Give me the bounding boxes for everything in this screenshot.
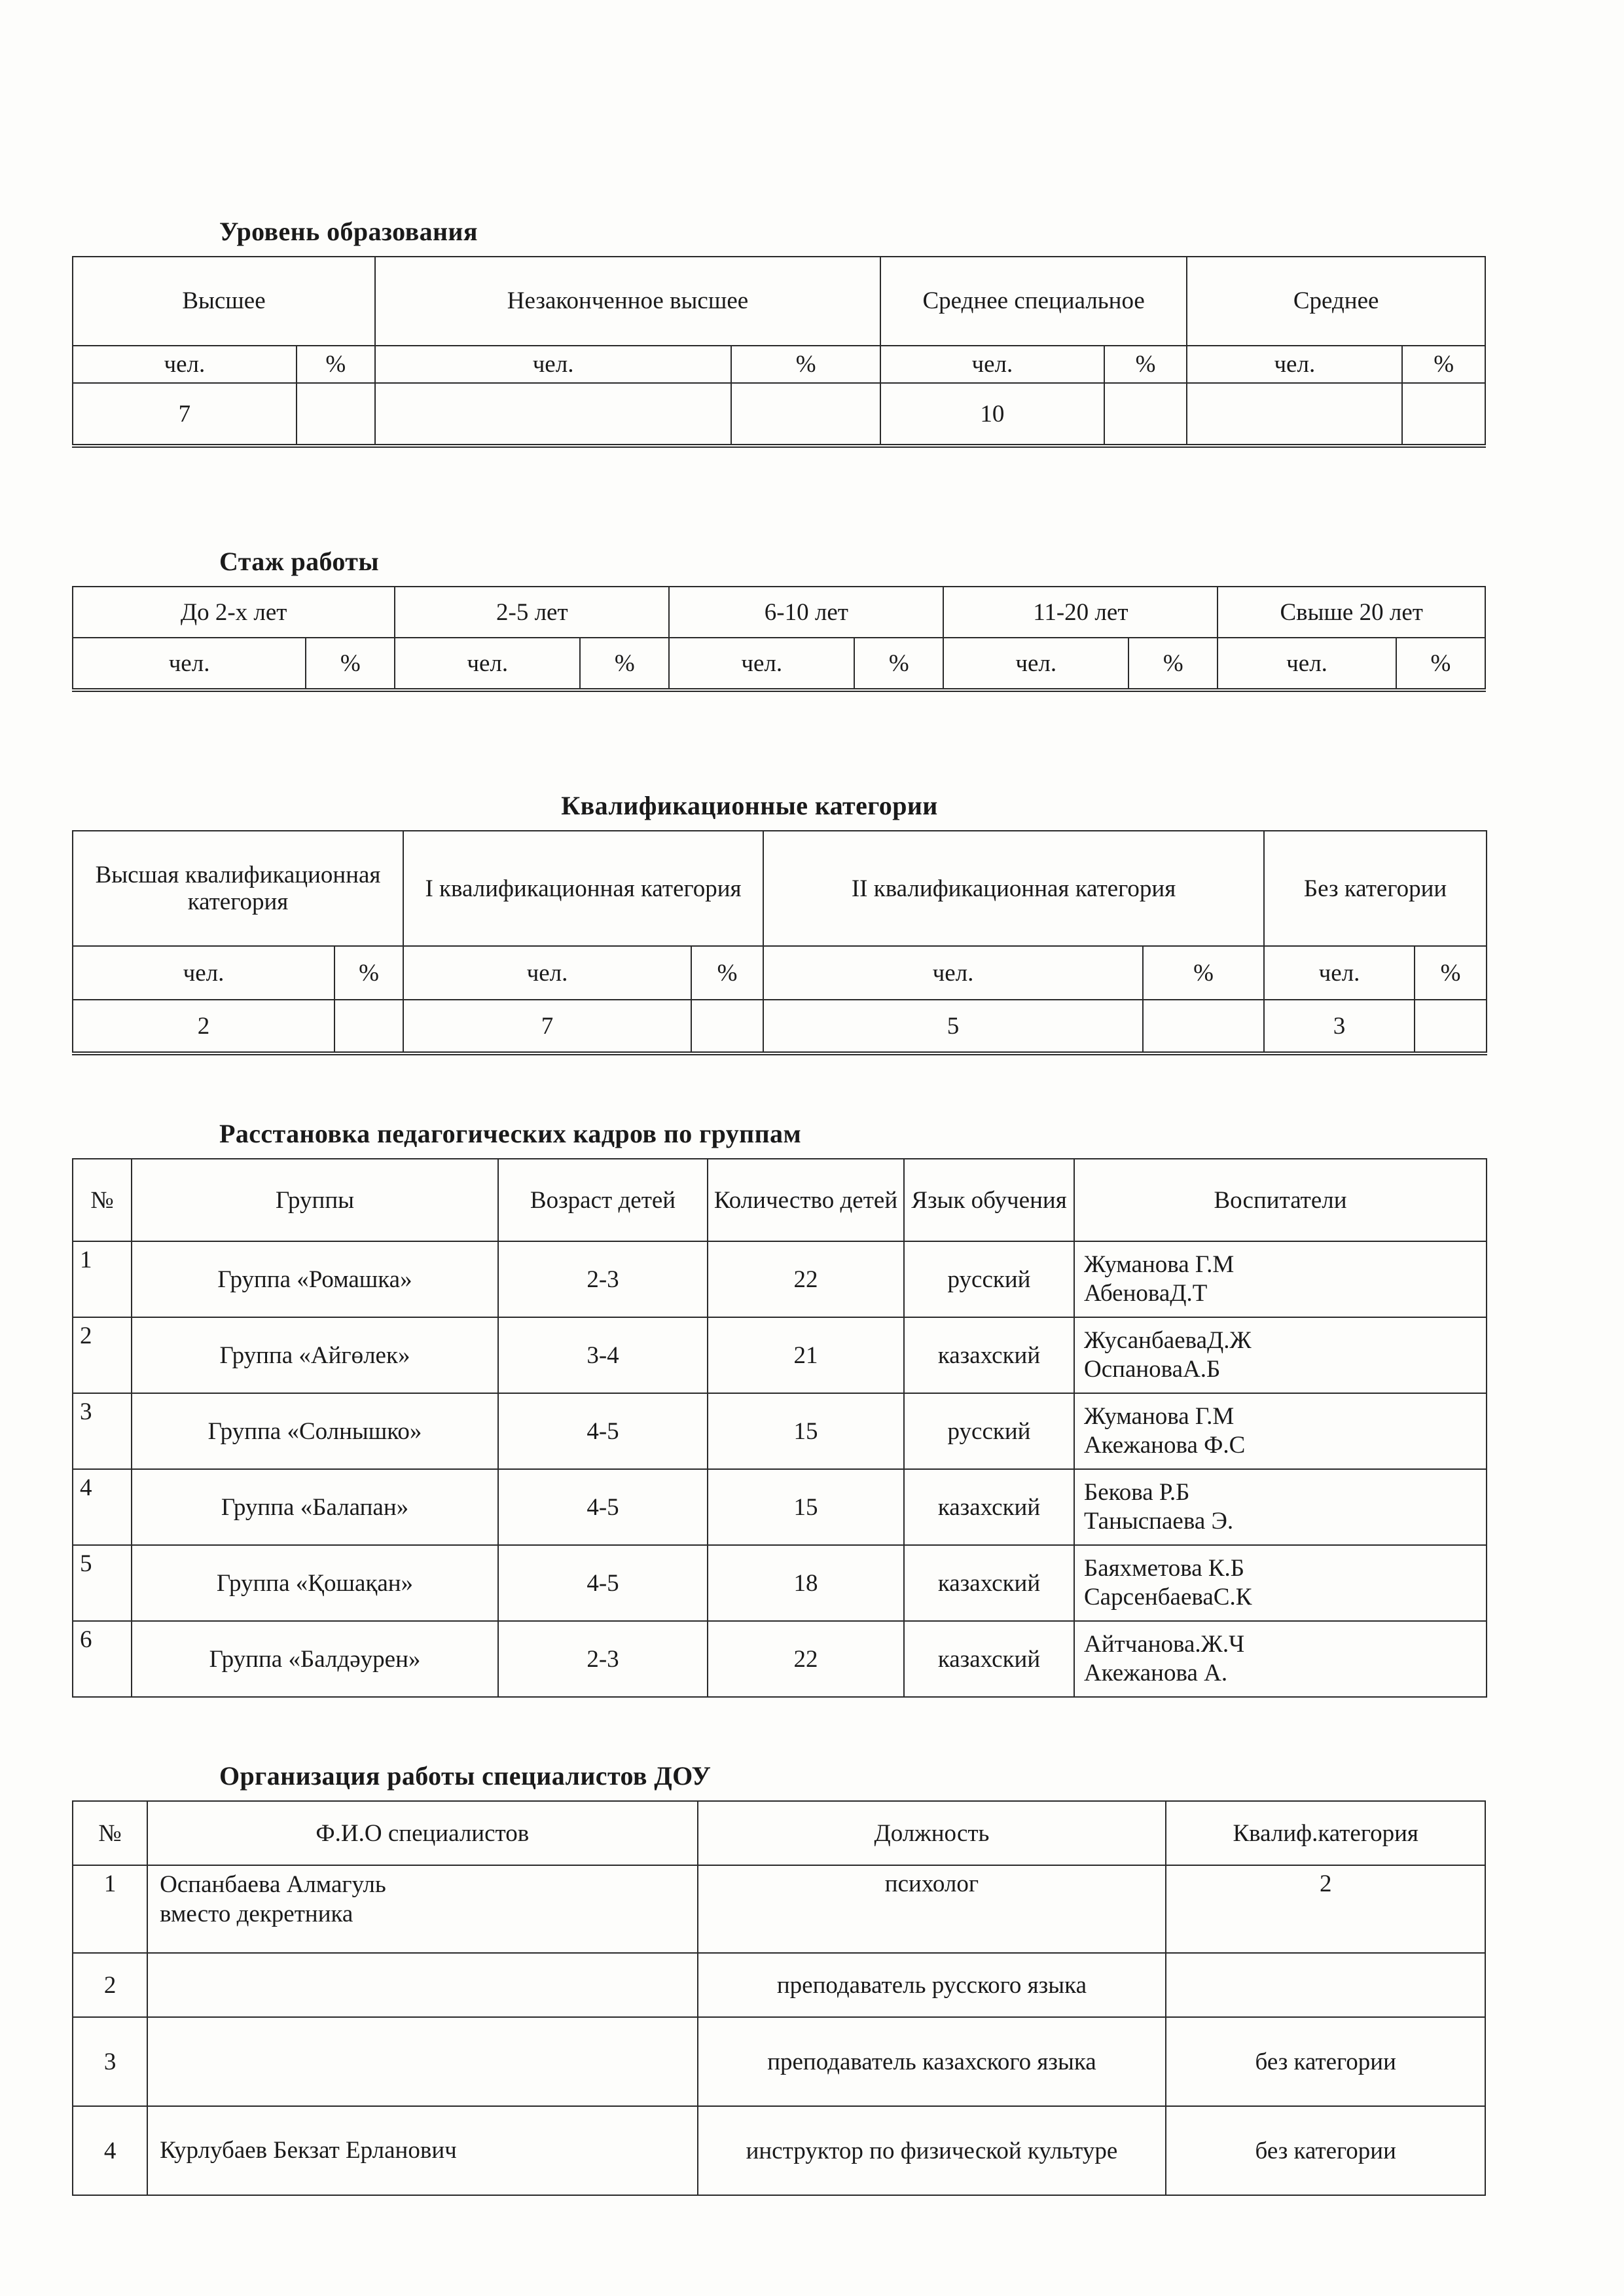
group-age: 4-5 <box>498 1469 708 1545</box>
group-name: Группа «Ромашка» <box>132 1241 498 1317</box>
category-header-first: I квалификационная категория <box>403 831 763 946</box>
category-value <box>1415 1000 1487 1053</box>
group-age: 2-3 <box>498 1621 708 1697</box>
table-row <box>73 1953 1485 2017</box>
group-name: Группа «Балапан» <box>132 1469 498 1545</box>
table-row <box>73 1621 1487 1697</box>
group-row-number: 1 <box>73 1241 132 1317</box>
group-teacher-2: Акежанова А. <box>1084 1660 1228 1687</box>
groups-header-number: № <box>73 1159 132 1241</box>
category-subheader-percent: % <box>691 946 763 1000</box>
group-language: казахский <box>904 1469 1074 1545</box>
education-value <box>1187 383 1402 446</box>
education-value: 10 <box>880 383 1104 446</box>
category-subheader-percent: % <box>1415 946 1487 1000</box>
experience-subheader-people: чел. <box>943 638 1128 690</box>
table-row <box>73 1469 1487 1545</box>
groups-header-count: Количество детей <box>708 1159 904 1241</box>
group-count: 22 <box>708 1241 904 1317</box>
experience-header-under-2: До 2-х лет <box>73 587 395 638</box>
category-subheader-people: чел. <box>403 946 691 1000</box>
experience-subheader-people: чел. <box>1218 638 1396 690</box>
group-count: 15 <box>708 1469 904 1545</box>
table-row <box>73 257 1485 346</box>
groups-header-teachers: Воспитатели <box>1074 1159 1487 1241</box>
education-subheader-people: чел. <box>73 346 297 383</box>
group-teacher-2: АбеноваД.Т <box>1084 1280 1208 1307</box>
category-value: 3 <box>1264 1000 1415 1053</box>
specialists-header-category: Квалиф.категория <box>1166 1801 1485 1865</box>
group-language: русский <box>904 1393 1074 1469</box>
education-subheader-percent: % <box>1104 346 1187 383</box>
education-value <box>1402 383 1485 446</box>
group-teacher-1: ЖусанбаеваД.Ж <box>1084 1327 1252 1355</box>
qualification-categories-table <box>72 830 1487 1055</box>
experience-subheader-people: чел. <box>669 638 854 690</box>
group-teacher-2: Акежанова Ф.С <box>1084 1432 1246 1459</box>
group-teachers <box>1074 1393 1487 1469</box>
experience-header-2-5: 2-5 лет <box>395 587 669 638</box>
specialists-header-name: Ф.И.О специалистов <box>147 1801 697 1865</box>
group-teacher-1: Жуманова Г.М <box>1084 1251 1235 1279</box>
category-header-second: II квалификационная категория <box>763 831 1264 946</box>
category-subheader-percent: % <box>334 946 403 1000</box>
section-work-experience <box>72 546 1506 692</box>
education-subheader-percent: % <box>1402 346 1485 383</box>
group-name: Группа «Солнышко» <box>132 1393 498 1469</box>
table-header-row <box>73 1159 1487 1241</box>
table-row <box>73 383 1485 446</box>
category-value <box>691 1000 763 1053</box>
specialist-name-line-2: вместо декретника <box>160 1900 353 1927</box>
table-row <box>73 2106 1485 2195</box>
experience-header-6-10: 6-10 лет <box>669 587 943 638</box>
specialist-row-number: 3 <box>73 2017 147 2106</box>
experience-subheader-people: чел. <box>395 638 580 690</box>
experience-subheader-percent: % <box>1396 638 1485 690</box>
group-teacher-1: Жуманова Г.М <box>1084 1403 1235 1430</box>
group-teacher-1: Бекова Р.Б <box>1084 1479 1190 1506</box>
group-count: 22 <box>708 1621 904 1697</box>
group-name: Группа «Балдәурен» <box>132 1621 498 1697</box>
education-value: 7 <box>73 383 297 446</box>
specialist-position: преподаватель казахского языка <box>698 2017 1166 2106</box>
groups-staffing-table <box>72 1158 1487 1698</box>
education-value <box>731 383 880 446</box>
section-title-work-experience: Стаж работы <box>219 547 379 577</box>
experience-subheader-percent: % <box>306 638 395 690</box>
specialist-row-number: 1 <box>73 1865 147 1953</box>
group-teacher-2: ОспановаА.Б <box>1084 1356 1221 1383</box>
education-subheader-people: чел. <box>880 346 1104 383</box>
group-count: 18 <box>708 1545 904 1621</box>
category-subheader-people: чел. <box>1264 946 1415 1000</box>
table-row <box>73 946 1487 1000</box>
specialist-position: инструктор по физической культуре <box>698 2106 1166 2195</box>
group-count: 15 <box>708 1393 904 1469</box>
table-row <box>73 831 1487 946</box>
section-title-groups-staffing: Расстановка педагогических кадров по группам <box>219 1119 802 1149</box>
table-row <box>73 1393 1487 1469</box>
category-header-none: Без категории <box>1264 831 1487 946</box>
table-row <box>73 1545 1487 1621</box>
group-name: Группа «Айгөлек» <box>132 1317 498 1393</box>
category-value: 5 <box>763 1000 1143 1053</box>
group-teacher-1: Баяхметова К.Б <box>1084 1555 1245 1582</box>
table-row <box>73 1000 1487 1053</box>
specialist-row-number: 4 <box>73 2106 147 2195</box>
experience-subheader-percent: % <box>1128 638 1218 690</box>
category-subheader-people: чел. <box>73 946 334 1000</box>
group-teachers <box>1074 1621 1487 1697</box>
category-header-highest: Высшая квалификационная категория <box>73 831 403 946</box>
table-row <box>73 638 1485 690</box>
category-value <box>1143 1000 1264 1053</box>
table-row <box>73 587 1485 638</box>
experience-subheader-percent: % <box>854 638 943 690</box>
section-qualification-categories <box>72 790 1506 1055</box>
category-value: 2 <box>73 1000 334 1053</box>
education-value <box>297 383 375 446</box>
experience-header-11-20: 11-20 лет <box>943 587 1218 638</box>
education-header-secondary: Среднее <box>1187 257 1485 346</box>
education-header-specialized-secondary: Среднее специальное <box>880 257 1187 346</box>
group-language: казахский <box>904 1621 1074 1697</box>
groups-header-group: Группы <box>132 1159 498 1241</box>
education-header-incomplete-higher: Незаконченное высшее <box>375 257 880 346</box>
table-row <box>73 1865 1485 1953</box>
group-row-number: 4 <box>73 1469 132 1545</box>
group-age: 4-5 <box>498 1545 708 1621</box>
table-row <box>73 2017 1485 2106</box>
specialist-row-number: 2 <box>73 1953 147 2017</box>
education-value <box>375 383 731 446</box>
table-row <box>73 346 1485 383</box>
groups-header-age: Возраст детей <box>498 1159 708 1241</box>
table-row <box>73 1317 1487 1393</box>
category-subheader-percent: % <box>1143 946 1264 1000</box>
group-name: Группа «Қошақан» <box>132 1545 498 1621</box>
experience-header-over-20: Свыше 20 лет <box>1218 587 1485 638</box>
education-header-higher: Высшее <box>73 257 375 346</box>
education-subheader-people: чел. <box>1187 346 1402 383</box>
group-count: 21 <box>708 1317 904 1393</box>
category-value: 7 <box>403 1000 691 1053</box>
document-content <box>72 216 1506 2196</box>
group-age: 2-3 <box>498 1241 708 1317</box>
specialist-category: без категории <box>1166 2106 1485 2195</box>
group-teachers <box>1074 1317 1487 1393</box>
specialist-category: 2 <box>1166 1865 1485 1953</box>
education-level-table <box>72 256 1486 448</box>
groups-header-language: Язык обучения <box>904 1159 1074 1241</box>
group-teachers <box>1074 1241 1487 1317</box>
specialist-name <box>147 2017 697 2106</box>
group-teacher-1: Айтчанова.Ж.Ч <box>1084 1631 1245 1658</box>
group-teacher-2: Таныспаева Э. <box>1084 1508 1234 1535</box>
section-title-qualification-categories: Квалификационные категории <box>561 791 938 821</box>
group-language: русский <box>904 1241 1074 1317</box>
specialists-header-number: № <box>73 1801 147 1865</box>
group-teachers <box>1074 1469 1487 1545</box>
specialist-category: без категории <box>1166 2017 1485 2106</box>
education-subheader-percent: % <box>731 346 880 383</box>
specialists-table <box>72 1800 1486 2196</box>
group-row-number: 5 <box>73 1545 132 1621</box>
specialist-name <box>147 1953 697 2017</box>
specialist-position: психолог <box>698 1865 1166 1953</box>
education-subheader-percent: % <box>297 346 375 383</box>
specialist-category <box>1166 1953 1485 2017</box>
section-groups-staffing <box>72 1118 1506 1698</box>
group-language: казахский <box>904 1545 1074 1621</box>
specialist-name <box>147 1865 697 1953</box>
group-age: 4-5 <box>498 1393 708 1469</box>
education-subheader-people: чел. <box>375 346 731 383</box>
group-language: казахский <box>904 1317 1074 1393</box>
specialist-position: преподаватель русского языка <box>698 1953 1166 2017</box>
group-age: 3-4 <box>498 1317 708 1393</box>
section-title-specialists: Организация работы специалистов ДОУ <box>219 1761 712 1791</box>
group-row-number: 2 <box>73 1317 132 1393</box>
specialist-name-line-1: Оспанбаева Алмагуль <box>160 1871 386 1899</box>
section-specialists <box>72 1760 1506 2196</box>
group-row-number: 3 <box>73 1393 132 1469</box>
table-row <box>73 1241 1487 1317</box>
category-subheader-people: чел. <box>763 946 1143 1000</box>
specialist-name: Курлубаев Бекзат Ерланович <box>147 2106 697 2195</box>
specialists-header-position: Должность <box>698 1801 1166 1865</box>
section-education-level <box>72 216 1506 448</box>
experience-subheader-percent: % <box>580 638 669 690</box>
group-row-number: 6 <box>73 1621 132 1697</box>
experience-subheader-people: чел. <box>73 638 306 690</box>
section-title-education-level: Уровень образования <box>219 217 478 246</box>
work-experience-table <box>72 586 1486 692</box>
education-value <box>1104 383 1187 446</box>
group-teachers <box>1074 1545 1487 1621</box>
category-value <box>334 1000 403 1053</box>
group-teacher-2: СарсенбаеваС.К <box>1084 1584 1252 1611</box>
table-header-row <box>73 1801 1485 1865</box>
